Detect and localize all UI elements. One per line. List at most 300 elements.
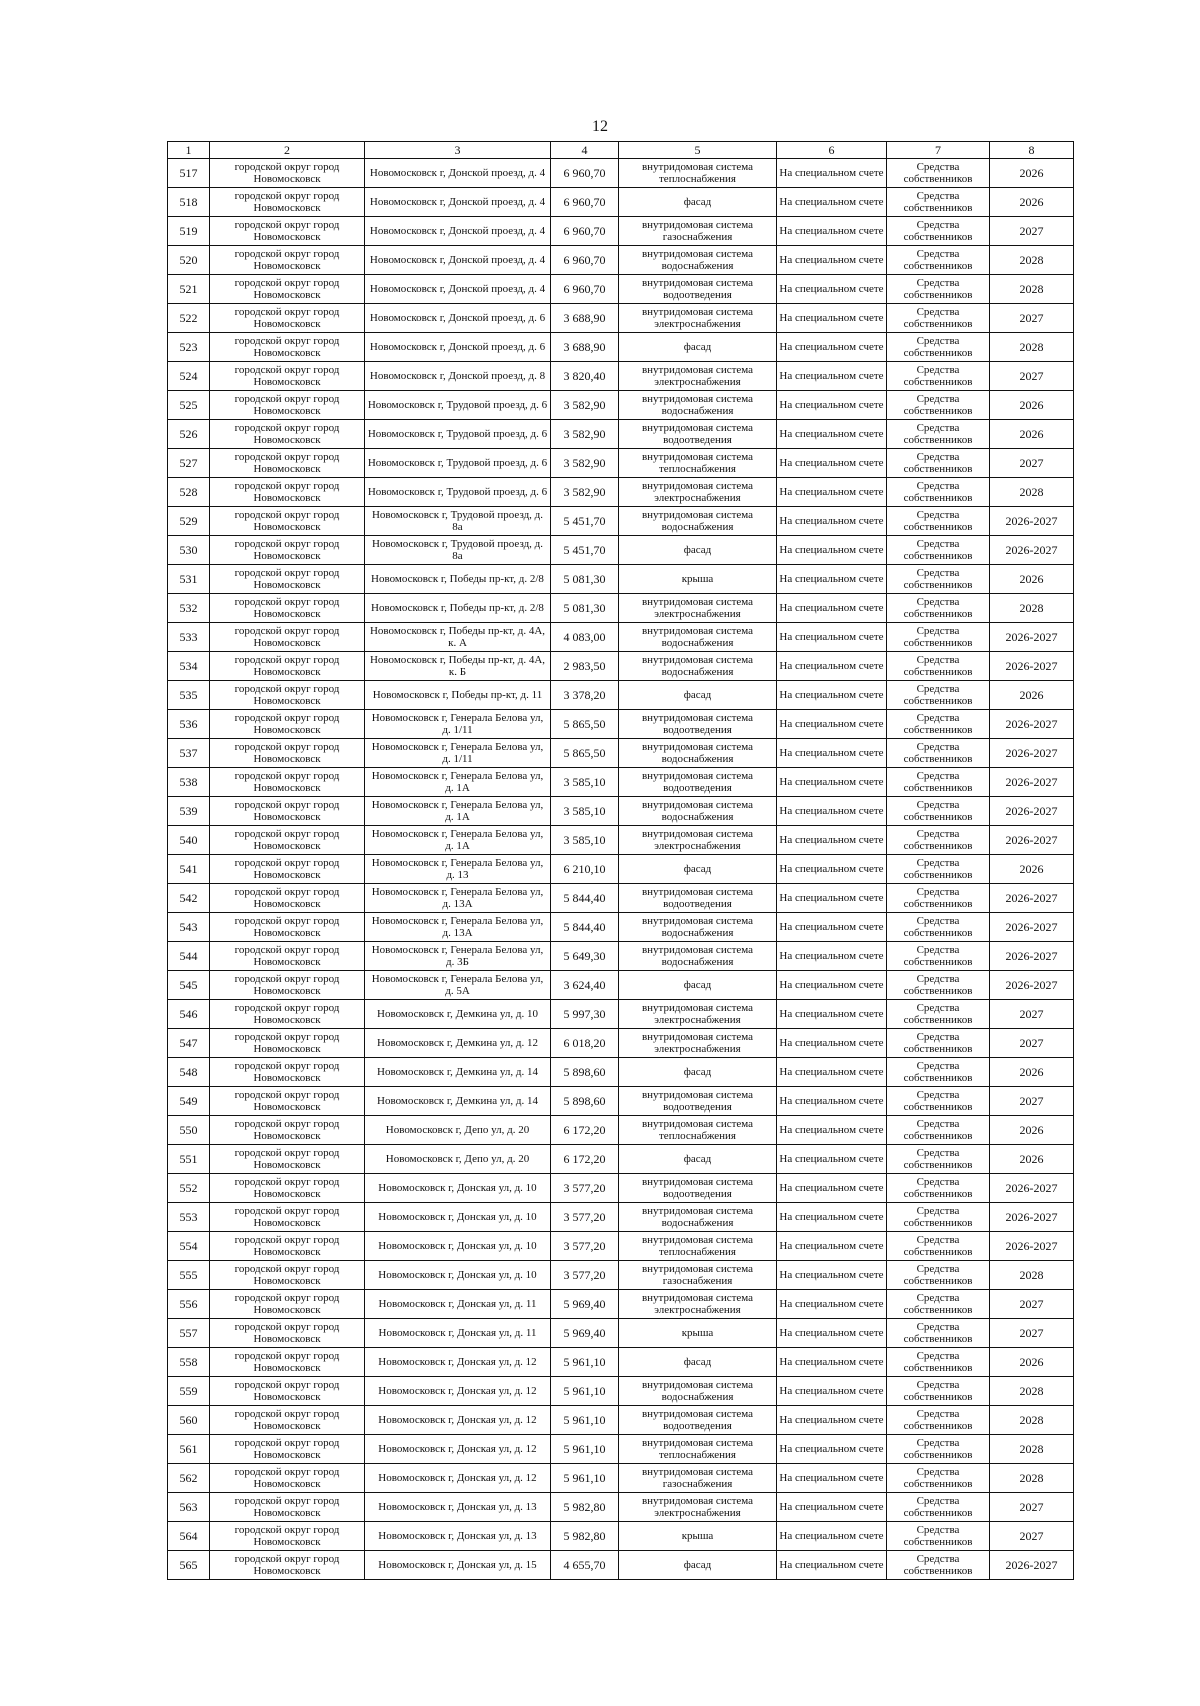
work-type-cell: внутридомовая система электроснабжения xyxy=(619,826,777,855)
municipality-cell: городской округ город Новомосковск xyxy=(210,1203,365,1232)
municipality-cell: городской округ город Новомосковск xyxy=(210,855,365,884)
municipality-cell: городской округ город Новомосковск xyxy=(210,1290,365,1319)
funding-source-cell: Средства собственников xyxy=(887,884,990,913)
row-number: 539 xyxy=(168,797,210,826)
period-cell: 2026-2027 xyxy=(990,623,1074,652)
account-method-cell: На специальном счете xyxy=(777,159,887,188)
work-type-cell: фасад xyxy=(619,536,777,565)
work-type-cell: фасад xyxy=(619,971,777,1000)
work-type-cell: крыша xyxy=(619,565,777,594)
address-cell: Новомосковск г, Трудовой проезд, д. 6 xyxy=(365,449,551,478)
work-type-cell: внутридомовая система газоснабжения xyxy=(619,1464,777,1493)
row-number: 559 xyxy=(168,1377,210,1406)
column-header: 2 xyxy=(210,142,365,159)
municipality-cell: городской округ город Новомосковск xyxy=(210,1029,365,1058)
row-number: 543 xyxy=(168,913,210,942)
work-type-cell: внутридомовая система водоснабжения xyxy=(619,391,777,420)
cost-cell: 5 649,30 xyxy=(551,942,619,971)
row-number: 560 xyxy=(168,1406,210,1435)
municipality-cell: городской округ город Новомосковск xyxy=(210,333,365,362)
municipality-cell: городской округ город Новомосковск xyxy=(210,275,365,304)
period-cell: 2026-2027 xyxy=(990,1203,1074,1232)
address-cell: Новомосковск г, Депо ул, д. 20 xyxy=(365,1145,551,1174)
period-cell: 2027 xyxy=(990,1029,1074,1058)
municipality-cell: городской округ город Новомосковск xyxy=(210,884,365,913)
cost-cell: 2 983,50 xyxy=(551,652,619,681)
row-number: 562 xyxy=(168,1464,210,1493)
work-type-cell: внутридомовая система теплоснабжения xyxy=(619,159,777,188)
period-cell: 2027 xyxy=(990,1000,1074,1029)
work-type-cell: фасад xyxy=(619,333,777,362)
municipality-cell: городской округ город Новомосковск xyxy=(210,739,365,768)
table-row xyxy=(168,652,1074,681)
address-cell: Новомосковск г, Трудовой проезд, д. 8а xyxy=(365,507,551,536)
row-number: 537 xyxy=(168,739,210,768)
table-row xyxy=(168,1000,1074,1029)
address-cell: Новомосковск г, Генерала Белова ул, д. 1/11 xyxy=(365,710,551,739)
work-type-cell: внутридомовая система водоотведения xyxy=(619,710,777,739)
account-method-cell: На специальном счете xyxy=(777,1551,887,1580)
address-cell: Новомосковск г, Генерала Белова ул, д. 1/11 xyxy=(365,739,551,768)
row-number: 548 xyxy=(168,1058,210,1087)
municipality-cell: городской округ город Новомосковск xyxy=(210,1145,365,1174)
address-cell: Новомосковск г, Донская ул, д. 15 xyxy=(365,1551,551,1580)
period-cell: 2026-2027 xyxy=(990,1174,1074,1203)
funding-source-cell: Средства собственников xyxy=(887,565,990,594)
address-cell: Новомосковск г, Донская ул, д. 10 xyxy=(365,1261,551,1290)
municipality-cell: городской округ город Новомосковск xyxy=(210,768,365,797)
address-cell: Новомосковск г, Донской проезд, д. 6 xyxy=(365,304,551,333)
table-row xyxy=(168,217,1074,246)
address-cell: Новомосковск г, Демкина ул, д. 14 xyxy=(365,1087,551,1116)
row-number: 531 xyxy=(168,565,210,594)
period-cell: 2027 xyxy=(990,1290,1074,1319)
row-number: 529 xyxy=(168,507,210,536)
period-cell: 2026-2027 xyxy=(990,536,1074,565)
page-number: 12 xyxy=(592,118,608,135)
address-cell: Новомосковск г, Генерала Белова ул, д. 13А xyxy=(365,913,551,942)
work-type-cell: внутридомовая система электроснабжения xyxy=(619,1029,777,1058)
account-method-cell: На специальном счете xyxy=(777,768,887,797)
work-type-cell: крыша xyxy=(619,1319,777,1348)
row-number: 565 xyxy=(168,1551,210,1580)
municipality-cell: городской округ город Новомосковск xyxy=(210,1435,365,1464)
funding-source-cell: Средства собственников xyxy=(887,304,990,333)
period-cell: 2026 xyxy=(990,420,1074,449)
period-cell: 2026 xyxy=(990,391,1074,420)
account-method-cell: На специальном счете xyxy=(777,1058,887,1087)
row-number: 518 xyxy=(168,188,210,217)
cost-cell: 5 961,10 xyxy=(551,1348,619,1377)
funding-source-cell: Средства собственников xyxy=(887,507,990,536)
period-cell: 2028 xyxy=(990,275,1074,304)
funding-source-cell: Средства собственников xyxy=(887,246,990,275)
work-type-cell: внутридомовая система водоснабжения xyxy=(619,942,777,971)
work-type-cell: внутридомовая система газоснабжения xyxy=(619,217,777,246)
municipality-cell: городской округ город Новомосковск xyxy=(210,1232,365,1261)
address-cell: Новомосковск г, Генерала Белова ул, д. 13 xyxy=(365,855,551,884)
cost-cell: 5 969,40 xyxy=(551,1319,619,1348)
cost-cell: 3 585,10 xyxy=(551,768,619,797)
table-row xyxy=(168,623,1074,652)
column-header: 5 xyxy=(619,142,777,159)
address-cell: Новомосковск г, Генерала Белова ул, д. 3Б xyxy=(365,942,551,971)
funding-source-cell: Средства собственников xyxy=(887,188,990,217)
table-row xyxy=(168,159,1074,188)
cost-cell: 6 960,70 xyxy=(551,275,619,304)
row-number: 551 xyxy=(168,1145,210,1174)
table-row xyxy=(168,739,1074,768)
row-number: 564 xyxy=(168,1522,210,1551)
municipality-cell: городской округ город Новомосковск xyxy=(210,1377,365,1406)
cost-cell: 5 898,60 xyxy=(551,1058,619,1087)
period-cell: 2026-2027 xyxy=(990,652,1074,681)
municipality-cell: городской округ город Новомосковск xyxy=(210,971,365,1000)
address-cell: Новомосковск г, Донская ул, д. 12 xyxy=(365,1435,551,1464)
cost-cell: 5 451,70 xyxy=(551,507,619,536)
table-row xyxy=(168,565,1074,594)
funding-source-cell: Средства собственников xyxy=(887,1319,990,1348)
account-method-cell: На специальном счете xyxy=(777,913,887,942)
municipality-cell: городской округ город Новомосковск xyxy=(210,478,365,507)
address-cell: Новомосковск г, Генерала Белова ул, д. 1А xyxy=(365,768,551,797)
table-row xyxy=(168,1435,1074,1464)
work-type-cell: внутридомовая система водоотведения xyxy=(619,420,777,449)
funding-source-cell: Средства собственников xyxy=(887,739,990,768)
address-cell: Новомосковск г, Трудовой проезд, д. 8а xyxy=(365,536,551,565)
table-row xyxy=(168,478,1074,507)
work-type-cell: внутридомовая система водоснабжения xyxy=(619,507,777,536)
cost-cell: 3 688,90 xyxy=(551,304,619,333)
municipality-cell: городской округ город Новомосковск xyxy=(210,391,365,420)
account-method-cell: На специальном счете xyxy=(777,942,887,971)
municipality-cell: городской округ город Новомосковск xyxy=(210,1000,365,1029)
work-type-cell: внутридомовая система водоотведения xyxy=(619,1174,777,1203)
cost-cell: 3 582,90 xyxy=(551,391,619,420)
address-cell: Новомосковск г, Генерала Белова ул, д. 1А xyxy=(365,797,551,826)
row-number: 533 xyxy=(168,623,210,652)
row-number: 517 xyxy=(168,159,210,188)
municipality-cell: городской округ город Новомосковск xyxy=(210,159,365,188)
funding-source-cell: Средства собственников xyxy=(887,797,990,826)
row-number: 546 xyxy=(168,1000,210,1029)
account-method-cell: На специальном счете xyxy=(777,855,887,884)
municipality-cell: городской округ город Новомосковск xyxy=(210,188,365,217)
address-cell: Новомосковск г, Донской проезд, д. 4 xyxy=(365,188,551,217)
period-cell: 2026 xyxy=(990,565,1074,594)
table-row xyxy=(168,1261,1074,1290)
period-cell: 2026 xyxy=(990,1348,1074,1377)
period-cell: 2026-2027 xyxy=(990,710,1074,739)
row-number: 549 xyxy=(168,1087,210,1116)
row-number: 527 xyxy=(168,449,210,478)
account-method-cell: На специальном счете xyxy=(777,420,887,449)
funding-source-cell: Средства собственников xyxy=(887,1348,990,1377)
funding-source-cell: Средства собственников xyxy=(887,449,990,478)
address-cell: Новомосковск г, Донская ул, д. 13 xyxy=(365,1493,551,1522)
address-cell: Новомосковск г, Победы пр-кт, д. 2/8 xyxy=(365,594,551,623)
account-method-cell: На специальном счете xyxy=(777,884,887,913)
work-type-cell: внутридомовая система электроснабжения xyxy=(619,1000,777,1029)
funding-source-cell: Средства собственников xyxy=(887,1203,990,1232)
cost-cell: 3 577,20 xyxy=(551,1174,619,1203)
table-row xyxy=(168,1464,1074,1493)
work-type-cell: фасад xyxy=(619,1348,777,1377)
cost-cell: 6 018,20 xyxy=(551,1029,619,1058)
account-method-cell: На специальном счете xyxy=(777,188,887,217)
account-method-cell: На специальном счете xyxy=(777,1232,887,1261)
account-method-cell: На специальном счете xyxy=(777,1406,887,1435)
municipality-cell: городской округ город Новомосковск xyxy=(210,797,365,826)
table-body xyxy=(168,159,1074,1580)
cost-cell: 5 844,40 xyxy=(551,884,619,913)
municipality-cell: городской округ город Новомосковск xyxy=(210,217,365,246)
address-cell: Новомосковск г, Победы пр-кт, д. 4А, к. Б xyxy=(365,652,551,681)
municipality-cell: городской округ город Новомосковск xyxy=(210,913,365,942)
account-method-cell: На специальном счете xyxy=(777,478,887,507)
funding-source-cell: Средства собственников xyxy=(887,623,990,652)
account-method-cell: На специальном счете xyxy=(777,1493,887,1522)
account-method-cell: На специальном счете xyxy=(777,362,887,391)
account-method-cell: На специальном счете xyxy=(777,1319,887,1348)
funding-source-cell: Средства собственников xyxy=(887,1551,990,1580)
table-row xyxy=(168,855,1074,884)
row-number: 524 xyxy=(168,362,210,391)
cost-cell: 5 961,10 xyxy=(551,1406,619,1435)
row-number: 521 xyxy=(168,275,210,304)
work-type-cell: внутридомовая система водоснабжения xyxy=(619,1203,777,1232)
table-row xyxy=(168,275,1074,304)
period-cell: 2026 xyxy=(990,159,1074,188)
cost-cell: 6 172,20 xyxy=(551,1145,619,1174)
address-cell: Новомосковск г, Донская ул, д. 10 xyxy=(365,1174,551,1203)
period-cell: 2026-2027 xyxy=(990,826,1074,855)
work-type-cell: внутридомовая система водоснабжения xyxy=(619,1377,777,1406)
table-header xyxy=(168,142,1074,159)
funding-source-cell: Средства собственников xyxy=(887,1464,990,1493)
period-cell: 2028 xyxy=(990,1377,1074,1406)
funding-source-cell: Средства собственников xyxy=(887,1493,990,1522)
cost-cell: 3 378,20 xyxy=(551,681,619,710)
row-number: 550 xyxy=(168,1116,210,1145)
work-type-cell: внутридомовая система электроснабжения xyxy=(619,594,777,623)
municipality-cell: городской округ город Новомосковск xyxy=(210,1551,365,1580)
funding-source-cell: Средства собственников xyxy=(887,1145,990,1174)
cost-cell: 5 081,30 xyxy=(551,565,619,594)
row-number: 526 xyxy=(168,420,210,449)
row-number: 556 xyxy=(168,1290,210,1319)
municipality-cell: городской округ город Новомосковск xyxy=(210,246,365,275)
municipality-cell: городской округ город Новомосковск xyxy=(210,1058,365,1087)
cost-cell: 5 982,80 xyxy=(551,1493,619,1522)
municipality-cell: городской округ город Новомосковск xyxy=(210,1174,365,1203)
funding-source-cell: Средства собственников xyxy=(887,333,990,362)
row-number: 538 xyxy=(168,768,210,797)
address-cell: Новомосковск г, Донская ул, д. 10 xyxy=(365,1232,551,1261)
table-row xyxy=(168,1551,1074,1580)
period-cell: 2028 xyxy=(990,478,1074,507)
account-method-cell: На специальном счете xyxy=(777,797,887,826)
account-method-cell: На специальном счете xyxy=(777,1000,887,1029)
address-cell: Новомосковск г, Донская ул, д. 12 xyxy=(365,1377,551,1406)
row-number: 535 xyxy=(168,681,210,710)
period-cell: 2026 xyxy=(990,188,1074,217)
work-type-cell: внутридомовая система водоснабжения xyxy=(619,652,777,681)
funding-source-cell: Средства собственников xyxy=(887,478,990,507)
account-method-cell: На специальном счете xyxy=(777,507,887,536)
account-method-cell: На специальном счете xyxy=(777,449,887,478)
work-type-cell: фасад xyxy=(619,855,777,884)
period-cell: 2027 xyxy=(990,1319,1074,1348)
funding-source-cell: Средства собственников xyxy=(887,420,990,449)
municipality-cell: городской округ город Новомосковск xyxy=(210,710,365,739)
period-cell: 2028 xyxy=(990,1435,1074,1464)
table-row xyxy=(168,1116,1074,1145)
cost-cell: 5 081,30 xyxy=(551,594,619,623)
period-cell: 2026-2027 xyxy=(990,739,1074,768)
work-type-cell: внутридомовая система водоснабжения xyxy=(619,246,777,275)
address-cell: Новомосковск г, Демкина ул, д. 12 xyxy=(365,1029,551,1058)
cost-cell: 3 820,40 xyxy=(551,362,619,391)
cost-cell: 3 585,10 xyxy=(551,797,619,826)
address-cell: Новомосковск г, Донская ул, д. 11 xyxy=(365,1290,551,1319)
cost-cell: 5 969,40 xyxy=(551,1290,619,1319)
account-method-cell: На специальном счете xyxy=(777,1203,887,1232)
account-method-cell: На специальном счете xyxy=(777,826,887,855)
cost-cell: 6 960,70 xyxy=(551,246,619,275)
funding-source-cell: Средства собственников xyxy=(887,1058,990,1087)
period-cell: 2028 xyxy=(990,1406,1074,1435)
cost-cell: 5 898,60 xyxy=(551,1087,619,1116)
municipality-cell: городской округ город Новомосковск xyxy=(210,1406,365,1435)
capital-repair-table xyxy=(167,141,1074,1580)
account-method-cell: На специальном счете xyxy=(777,333,887,362)
table-row xyxy=(168,1493,1074,1522)
table-row xyxy=(168,362,1074,391)
funding-source-cell: Средства собственников xyxy=(887,217,990,246)
row-number: 553 xyxy=(168,1203,210,1232)
cost-cell: 5 961,10 xyxy=(551,1377,619,1406)
work-type-cell: крыша xyxy=(619,1522,777,1551)
cost-cell: 6 172,20 xyxy=(551,1116,619,1145)
funding-source-cell: Средства собственников xyxy=(887,1435,990,1464)
table-row xyxy=(168,449,1074,478)
table-row xyxy=(168,1058,1074,1087)
period-cell: 2026-2027 xyxy=(990,971,1074,1000)
table-row xyxy=(168,971,1074,1000)
funding-source-cell: Средства собственников xyxy=(887,536,990,565)
cost-cell: 6 960,70 xyxy=(551,217,619,246)
cost-cell: 3 577,20 xyxy=(551,1232,619,1261)
column-header: 3 xyxy=(365,142,551,159)
work-type-cell: фасад xyxy=(619,1145,777,1174)
cost-cell: 3 582,90 xyxy=(551,478,619,507)
address-cell: Новомосковск г, Победы пр-кт, д. 4А, к. А xyxy=(365,623,551,652)
period-cell: 2028 xyxy=(990,333,1074,362)
funding-source-cell: Средства собственников xyxy=(887,1000,990,1029)
address-cell: Новомосковск г, Донская ул, д. 10 xyxy=(365,1203,551,1232)
table-row xyxy=(168,1029,1074,1058)
work-type-cell: внутридомовая система водоснабжения xyxy=(619,797,777,826)
period-cell: 2027 xyxy=(990,217,1074,246)
account-method-cell: На специальном счете xyxy=(777,565,887,594)
work-type-cell: внутридомовая система электроснабжения xyxy=(619,478,777,507)
cost-cell: 5 451,70 xyxy=(551,536,619,565)
funding-source-cell: Средства собственников xyxy=(887,652,990,681)
municipality-cell: городской округ город Новомосковск xyxy=(210,1464,365,1493)
address-cell: Новомосковск г, Генерала Белова ул, д. 5А xyxy=(365,971,551,1000)
work-type-cell: фасад xyxy=(619,681,777,710)
address-cell: Новомосковск г, Донской проезд, д. 4 xyxy=(365,159,551,188)
account-method-cell: На специальном счете xyxy=(777,1522,887,1551)
municipality-cell: городской округ город Новомосковск xyxy=(210,1348,365,1377)
cost-cell: 5 844,40 xyxy=(551,913,619,942)
municipality-cell: городской округ город Новомосковск xyxy=(210,1116,365,1145)
row-number: 557 xyxy=(168,1319,210,1348)
account-method-cell: На специальном счете xyxy=(777,304,887,333)
row-number: 519 xyxy=(168,217,210,246)
account-method-cell: На специальном счете xyxy=(777,710,887,739)
table-row xyxy=(168,1232,1074,1261)
column-header: 4 xyxy=(551,142,619,159)
account-method-cell: На специальном счете xyxy=(777,1261,887,1290)
period-cell: 2026-2027 xyxy=(990,884,1074,913)
table-row xyxy=(168,913,1074,942)
cost-cell: 5 865,50 xyxy=(551,710,619,739)
work-type-cell: внутридомовая система теплоснабжения xyxy=(619,449,777,478)
work-type-cell: внутридомовая система водоснабжения xyxy=(619,913,777,942)
address-cell: Новомосковск г, Донская ул, д. 12 xyxy=(365,1348,551,1377)
funding-source-cell: Средства собственников xyxy=(887,1261,990,1290)
period-cell: 2026-2027 xyxy=(990,942,1074,971)
work-type-cell: внутридомовая система теплоснабжения xyxy=(619,1232,777,1261)
municipality-cell: городской округ город Новомосковск xyxy=(210,536,365,565)
account-method-cell: На специальном счете xyxy=(777,623,887,652)
address-cell: Новомосковск г, Трудовой проезд, д. 6 xyxy=(365,478,551,507)
funding-source-cell: Средства собственников xyxy=(887,768,990,797)
cost-cell: 6 960,70 xyxy=(551,188,619,217)
work-type-cell: фасад xyxy=(619,1551,777,1580)
account-method-cell: На специальном счете xyxy=(777,681,887,710)
account-method-cell: На специальном счете xyxy=(777,1377,887,1406)
municipality-cell: городской округ город Новомосковск xyxy=(210,565,365,594)
period-cell: 2027 xyxy=(990,1493,1074,1522)
period-cell: 2028 xyxy=(990,246,1074,275)
funding-source-cell: Средства собственников xyxy=(887,681,990,710)
municipality-cell: городской округ город Новомосковск xyxy=(210,623,365,652)
period-cell: 2026 xyxy=(990,1116,1074,1145)
table-row xyxy=(168,304,1074,333)
row-number: 522 xyxy=(168,304,210,333)
funding-source-cell: Средства собственников xyxy=(887,710,990,739)
account-method-cell: На специальном счете xyxy=(777,391,887,420)
work-type-cell: внутридомовая система теплоснабжения xyxy=(619,1116,777,1145)
table-row xyxy=(168,681,1074,710)
period-cell: 2028 xyxy=(990,1261,1074,1290)
municipality-cell: городской округ город Новомосковск xyxy=(210,1493,365,1522)
cost-cell: 5 961,10 xyxy=(551,1464,619,1493)
funding-source-cell: Средства собственников xyxy=(887,942,990,971)
municipality-cell: городской округ город Новомосковск xyxy=(210,449,365,478)
funding-source-cell: Средства собственников xyxy=(887,1522,990,1551)
funding-source-cell: Средства собственников xyxy=(887,1174,990,1203)
address-cell: Новомосковск г, Донская ул, д. 13 xyxy=(365,1522,551,1551)
address-cell: Новомосковск г, Победы пр-кт, д. 2/8 xyxy=(365,565,551,594)
period-cell: 2026-2027 xyxy=(990,797,1074,826)
column-header: 1 xyxy=(168,142,210,159)
address-cell: Новомосковск г, Генерала Белова ул, д. 13А xyxy=(365,884,551,913)
row-number: 532 xyxy=(168,594,210,623)
